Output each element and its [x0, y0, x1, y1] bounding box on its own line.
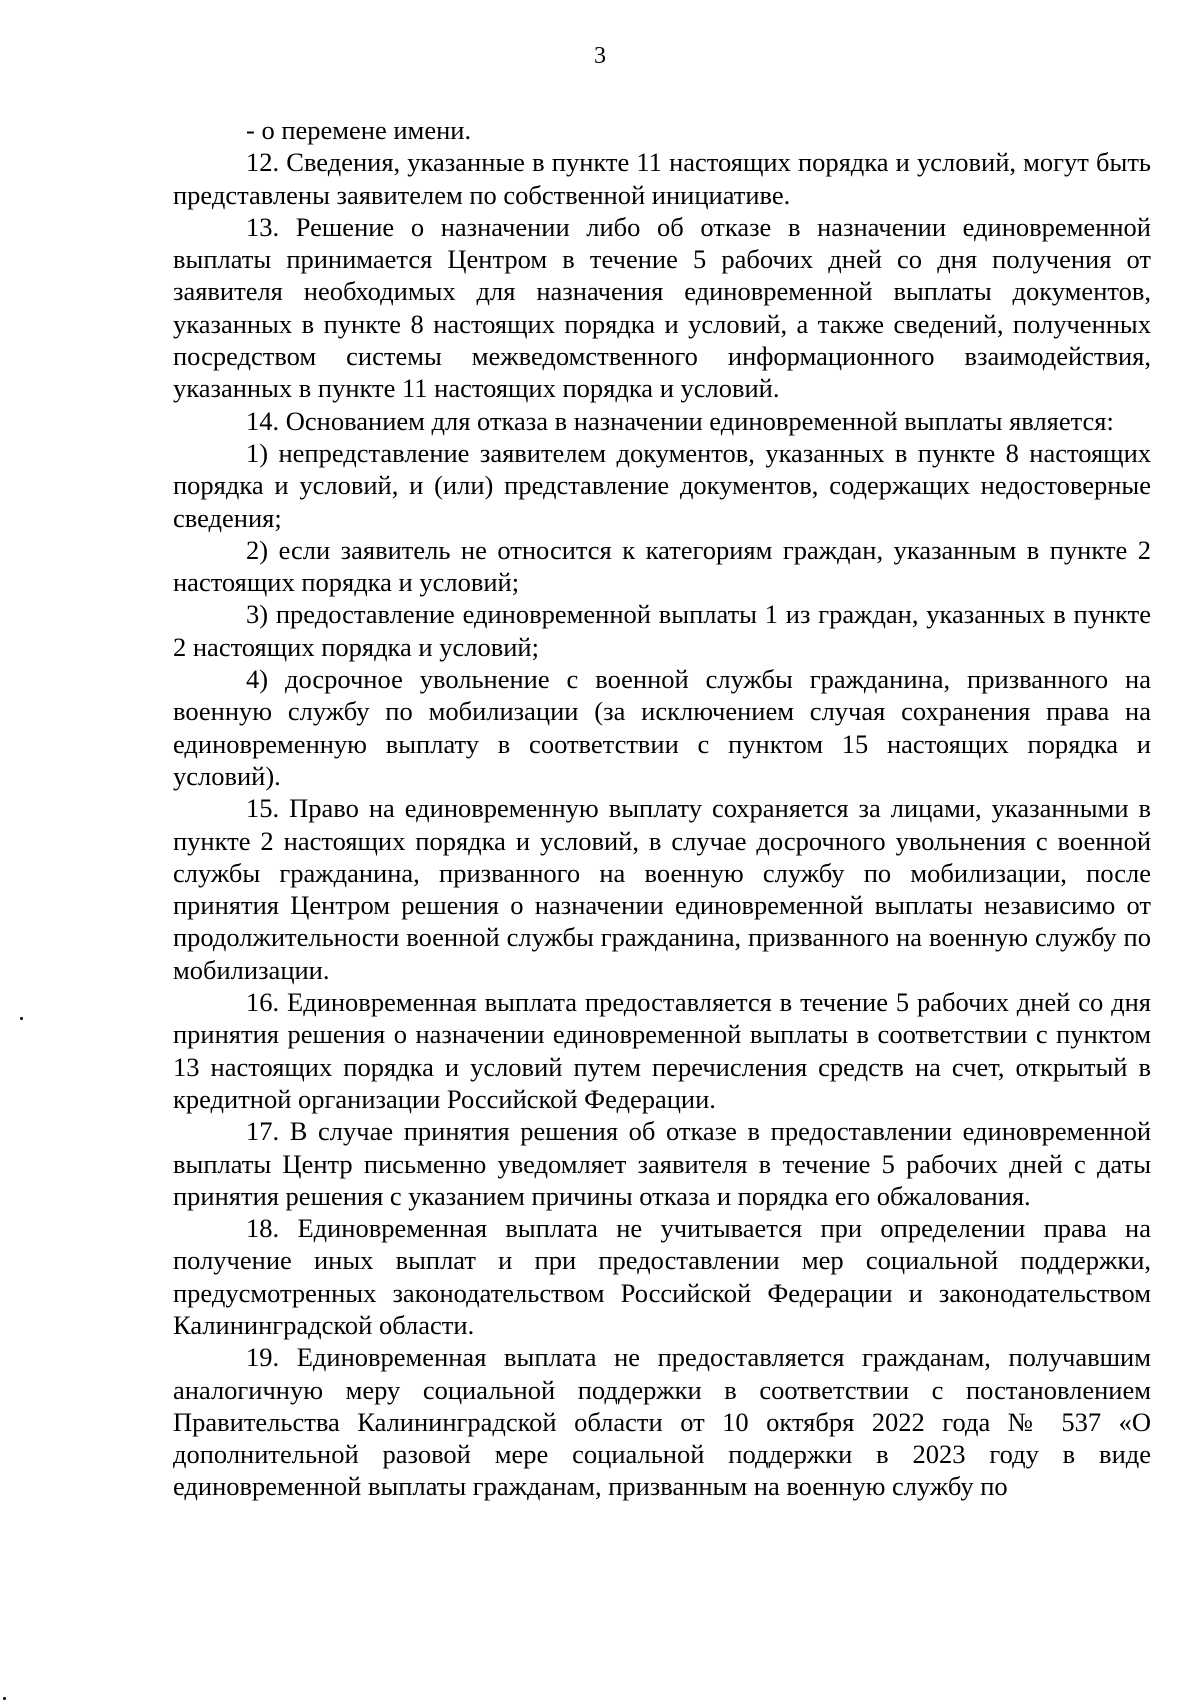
paragraph-13: 13. Решение о назначении либо об отказе в назначении единовременной выплаты принимается Центром в течение 5 рабочих дней со дня получения от заявителя необходимых для назначения единовременной выплаты документов, указанных в пункте 8 настоящих порядка и условий, а также сведений, полученных посредством системы межведомственного информационного взаимодействия, указанных в пункте 11 настоящих порядка и условий.: [173, 211, 1151, 404]
document-body: [173, 114, 1151, 1503]
scan-speck: [20, 1017, 23, 1020]
paragraph-14-item-4: 4) досрочное увольнение с военной службы гражданина, призванного на военную службу по мобилизации (за исключением случая сохранения права на единовременную выплату в соответствии с пунктом 15 настоящих порядка и условий).: [173, 664, 1151, 791]
paragraph-14-item-3: 3) предоставление единовременной выплаты 1 из граждан, указанных в пункте 2 настоящих порядка и условий;: [173, 599, 1151, 662]
paragraph-14-item-1: 1) непредставление заявителем документов, указанных в пункте 8 настоящих порядка и условий, и (или) представление документов, содержащих недостоверные сведения;: [173, 437, 1151, 533]
paragraph-17: 17. В случае принятия решения об отказе в предоставлении единовременной выплаты Центр письменно уведомляет заявителя в течение 5 рабочих дней с даты принятия решения с указанием причины отказа и порядка его обжалования.: [173, 1116, 1151, 1211]
paragraph-14: 14. Основанием для отказа в назначении единовременной выплаты является:: [246, 405, 1114, 436]
scan-speck: [3, 1697, 6, 1700]
paragraph-15: 15. Право на единовременную выплату сохраняется за лицами, указанными в пункте 2 настоящих порядка и условий, в случае досрочного увольнения с военной службы гражданина, призванного на военную службу по мобилизации, после принятия Центром решения о назначении единовременной выплаты независимо от продолжительности военной службы гражданина, призванного на военную службу по мобилизации.: [173, 793, 1151, 985]
paragraph-14-item-2: 2) если заявитель не относится к категориям граждан, указанным в пункте 2 настоящих порядка и условий;: [173, 534, 1151, 598]
paragraph-name-change: - о перемене имени.: [246, 115, 472, 145]
paragraph-19: 19. Единовременная выплата не предоставляется гражданам, получавшим аналогичную меру социальной поддержки в соответствии с постановлением Правительства Калининградской области от 10 октября 2022 года № 537 «О дополнительной разовой мере социальной поддержки в 2023 году в виде единовременной выплаты гражданам, призванным на военную службу по: [173, 1342, 1151, 1502]
paragraph-18: 18. Единовременная выплата не учитывается при определении права на получение иных выплат и при предоставлении мер социальной поддержки, предусмотренных законодательством Российской Федерации и законодательством Калининградской области.: [173, 1213, 1151, 1340]
page-number: 3: [594, 43, 606, 69]
paragraph-16: 16. Единовременная выплата предоставляется в течение 5 рабочих дней со дня принятия решения о назначении единовременной выплаты в соответствии с пунктом 13 настоящих порядка и условий путем перечисления средств на счет, открытый в кредитной организации Российской Федерации.: [173, 987, 1151, 1114]
paragraph-12: 12. Сведения, указанные в пункте 11 настоящих порядка и условий, могут быть представлены заявителем по собственной инициативе.: [173, 147, 1151, 210]
